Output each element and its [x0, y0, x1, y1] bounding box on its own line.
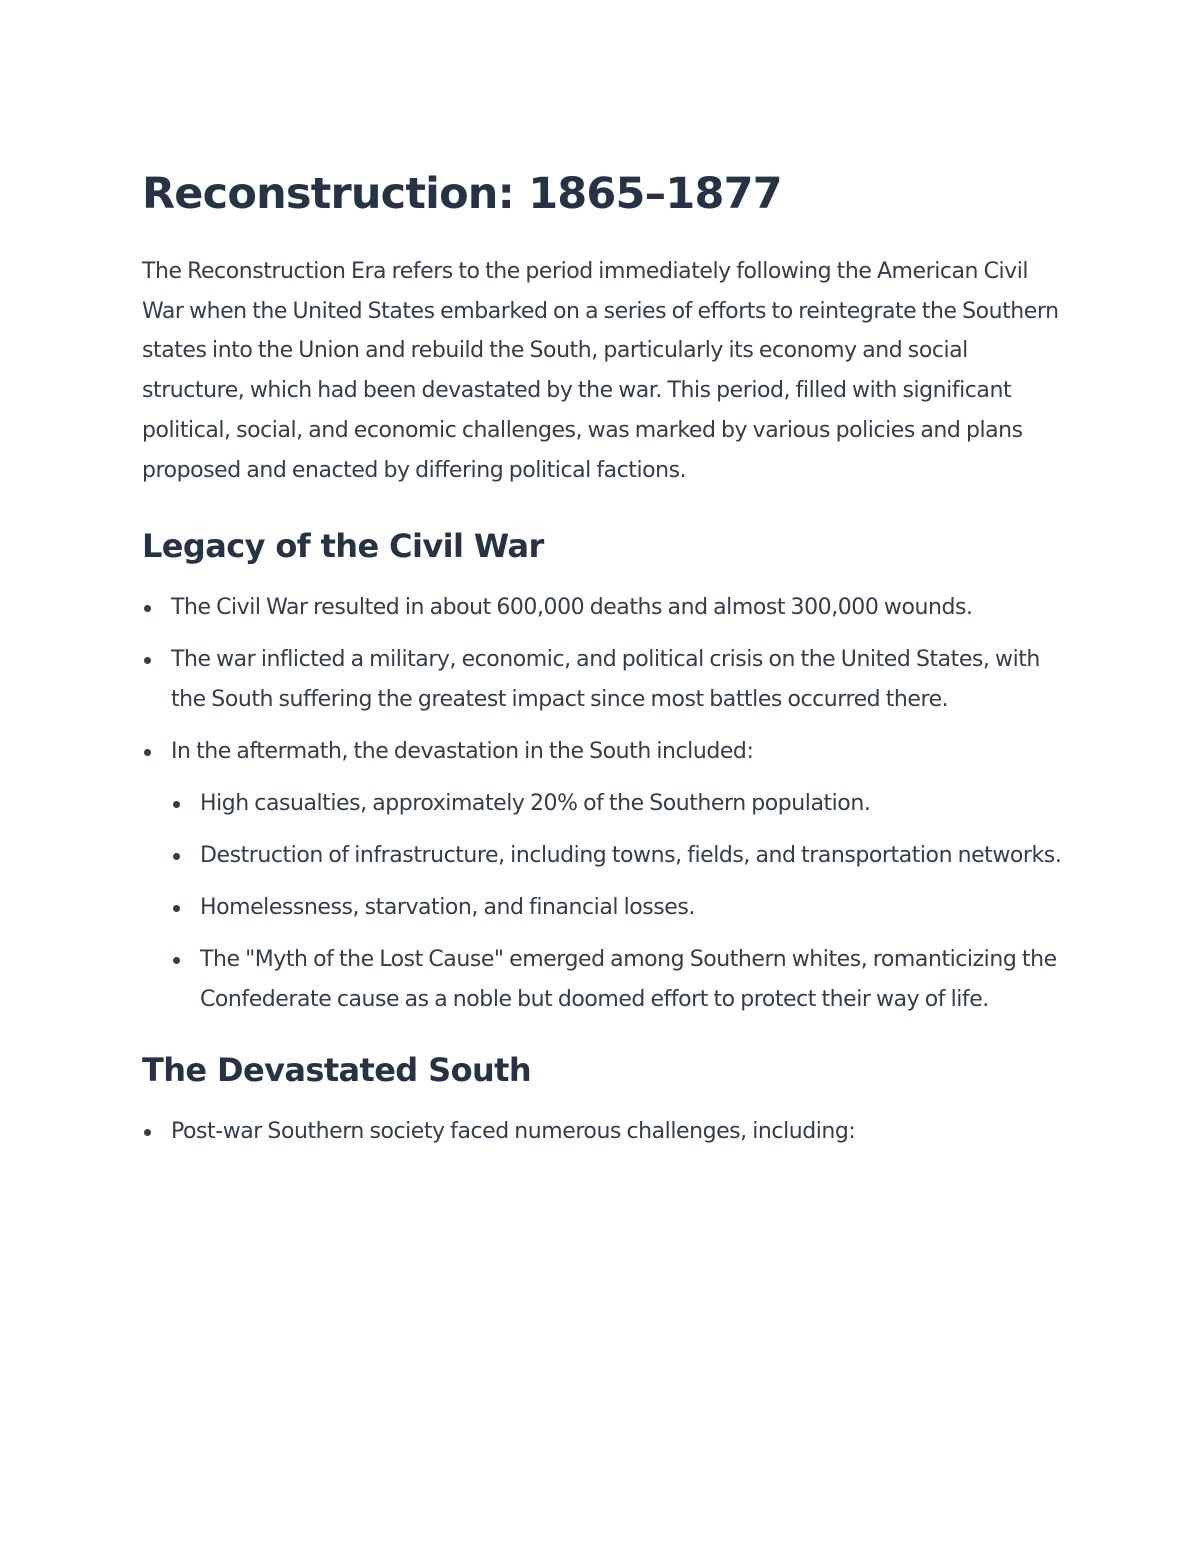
list-item [142, 732, 1072, 1020]
sublist-item [171, 940, 1072, 1020]
sublist-item [171, 784, 1072, 824]
legacy-list [142, 588, 1072, 1020]
page-title: Reconstruction: 1865–1877 [142, 169, 782, 219]
bullet-icon [144, 1129, 151, 1136]
sublist-item [171, 836, 1072, 876]
bullet-icon [144, 657, 151, 664]
document-page [142, 166, 1072, 1164]
bullet-icon [144, 605, 151, 612]
devastated-south-list [142, 1112, 1072, 1152]
sublist-item-text: Destruction of infrastructure, including towns, fields, and transportation networks. [200, 843, 1062, 869]
bullet-icon [144, 749, 151, 756]
bullet-icon [173, 905, 180, 912]
sublist-item-text: High casualties, approximately 20% of the Southern population. [200, 791, 871, 817]
bullet-icon [173, 957, 180, 964]
list-item [142, 640, 1072, 720]
sublist-item-text: The "Myth of the Lost Cause" emerged among Southern whites, romanticizing the Confederate cause as a noble but doomed effort to protect their way of life. [200, 947, 1057, 1013]
bullet-icon [173, 801, 180, 808]
section-heading-devastated-south: The Devastated South [142, 1051, 532, 1090]
list-item-text: The Civil War resulted in about 600,000 deaths and almost 300,000 wounds. [171, 595, 973, 621]
list-item-text: In the aftermath, the devastation in the South included: [171, 739, 754, 765]
list-item [142, 588, 1072, 628]
sublist-item-text: Homelessness, starvation, and financial losses. [200, 895, 695, 921]
intro-paragraph: The Reconstruction Era refers to the period immediately following the American Civil War when the United States embarked on a series of efforts to reintegrate the Southern states into the Union and rebuild the South, particularly its economy and social structure, which had been devastated by the war. This period, filled with significant political, social, and economic challenges, was marked by various policies and plans proposed and enacted by differing political factions. [142, 259, 1059, 483]
bullet-icon [173, 853, 180, 860]
list-item-text: Post-war Southern society faced numerous challenges, including: [171, 1119, 856, 1145]
devastation-sublist [171, 784, 1072, 1020]
section-heading-legacy: Legacy of the Civil War [142, 527, 544, 566]
list-item-text: The war inflicted a military, economic, and political crisis on the United States, with the South suffering the greatest impact since most battles occurred there. [171, 647, 1040, 713]
sublist-item [171, 888, 1072, 928]
list-item [142, 1112, 1072, 1152]
